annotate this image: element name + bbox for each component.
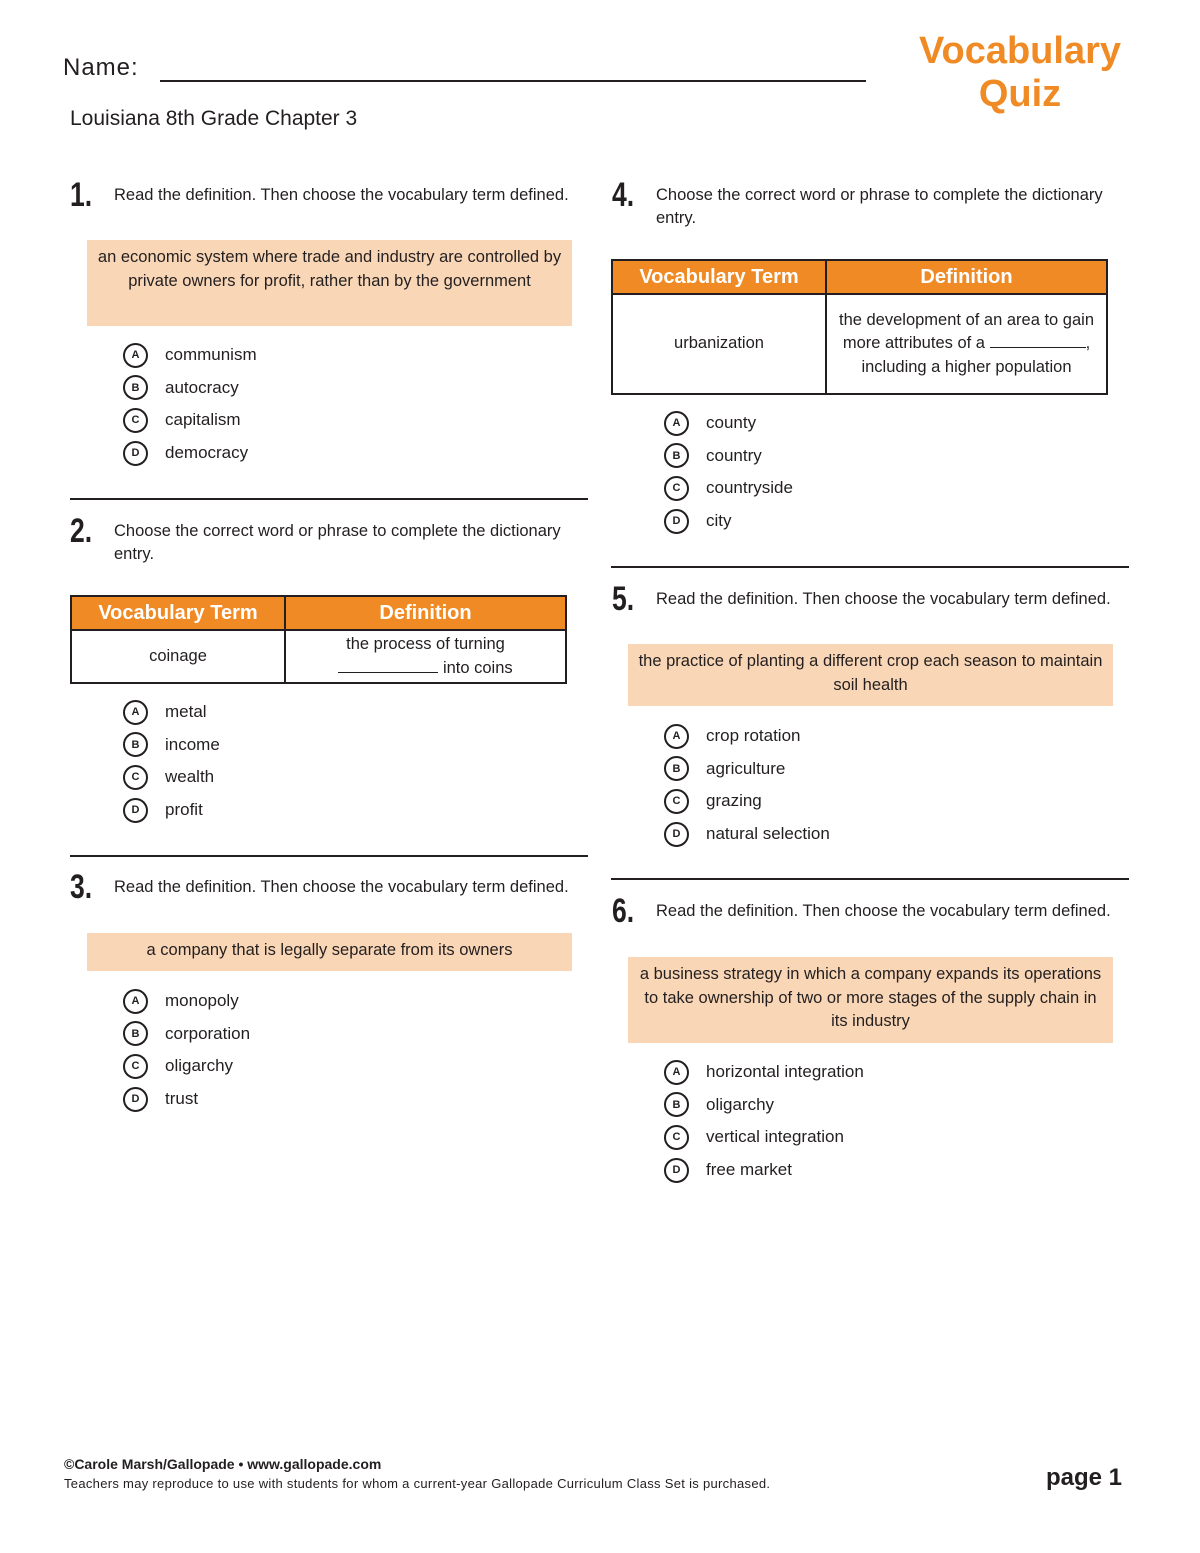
option-label: wealth bbox=[165, 767, 215, 787]
name-label: Name: bbox=[63, 54, 139, 81]
question-prompt: Read the definition. Then choose the vocabulary term defined. bbox=[114, 878, 569, 896]
table-term: coinage bbox=[71, 630, 285, 683]
dictionary-table bbox=[611, 259, 1108, 395]
option-c[interactable] bbox=[664, 1121, 864, 1154]
option-c-circle-icon[interactable]: C bbox=[664, 1125, 689, 1150]
option-label: metal bbox=[165, 702, 207, 722]
answer-options bbox=[123, 985, 250, 1115]
column-header-term: Vocabulary Term bbox=[612, 260, 826, 294]
option-c[interactable] bbox=[123, 1050, 250, 1083]
option-c[interactable] bbox=[664, 472, 793, 505]
option-d[interactable] bbox=[664, 505, 793, 538]
option-b[interactable] bbox=[123, 372, 257, 405]
answer-options bbox=[123, 339, 257, 469]
table-term: urbanization bbox=[612, 294, 826, 394]
option-b[interactable] bbox=[664, 440, 793, 473]
option-c[interactable] bbox=[123, 761, 220, 794]
option-a-circle-icon[interactable]: A bbox=[664, 411, 689, 436]
answer-options bbox=[664, 1056, 864, 1186]
option-d-circle-icon[interactable]: D bbox=[123, 1087, 148, 1112]
definition-text-after: , including a higher population bbox=[861, 334, 1091, 376]
fill-in-blank bbox=[990, 333, 1086, 348]
option-a[interactable] bbox=[123, 339, 257, 372]
option-c-circle-icon[interactable]: C bbox=[123, 765, 148, 790]
quiz-title bbox=[900, 30, 1140, 116]
divider bbox=[611, 878, 1129, 880]
column-header-term: Vocabulary Term bbox=[71, 596, 285, 630]
option-a[interactable] bbox=[664, 407, 793, 440]
question-number: 4. bbox=[612, 176, 635, 214]
footer-note: Teachers may reproduce to use with students for whom a current-year Gallopade Curriculum Class Set is purchased. bbox=[64, 1476, 771, 1491]
option-c-circle-icon[interactable]: C bbox=[123, 408, 148, 433]
option-label: crop rotation bbox=[706, 726, 801, 746]
option-b-circle-icon[interactable]: B bbox=[123, 375, 148, 400]
option-b[interactable] bbox=[664, 1089, 864, 1122]
page-number: page 1 bbox=[1046, 1464, 1123, 1491]
option-a-circle-icon[interactable]: A bbox=[664, 1060, 689, 1085]
option-label: corporation bbox=[165, 1023, 251, 1043]
option-a[interactable] bbox=[123, 985, 250, 1018]
question-prompt: Choose the correct word or phrase to complete the dictionary entry. bbox=[656, 186, 1103, 227]
option-b[interactable] bbox=[664, 753, 830, 786]
option-label: agriculture bbox=[706, 758, 786, 778]
quiz-title-line1: Vocabulary bbox=[918, 30, 1122, 72]
definition-box: a company that is legally separate from its owners bbox=[87, 933, 572, 971]
option-label: oligarchy bbox=[165, 1056, 234, 1076]
option-b-circle-icon[interactable]: B bbox=[123, 1021, 148, 1046]
option-label: countryside bbox=[706, 478, 793, 498]
definition-box: an economic system where trade and industry are controlled by private owners for profit, rather than by the government bbox=[87, 240, 572, 326]
question-number: 6. bbox=[612, 892, 635, 930]
fill-in-blank bbox=[338, 658, 438, 673]
option-c[interactable] bbox=[664, 785, 830, 818]
definition-text-after: into coins bbox=[442, 658, 513, 677]
option-label: trust bbox=[165, 1089, 199, 1109]
divider bbox=[70, 855, 588, 857]
option-b-circle-icon[interactable]: B bbox=[123, 732, 148, 757]
question-number: 2. bbox=[70, 512, 93, 550]
divider bbox=[70, 498, 588, 500]
option-label: income bbox=[165, 734, 220, 754]
answer-options bbox=[664, 720, 830, 850]
option-d-circle-icon[interactable]: D bbox=[664, 509, 689, 534]
question-number: 5. bbox=[612, 580, 635, 618]
option-a-circle-icon[interactable]: A bbox=[664, 724, 689, 749]
option-label: county bbox=[706, 413, 757, 433]
option-label: oligarchy bbox=[706, 1094, 775, 1114]
option-label: monopoly bbox=[165, 991, 239, 1011]
definition-text-before: the process of turning bbox=[346, 635, 505, 653]
option-b-circle-icon[interactable]: B bbox=[664, 1092, 689, 1117]
option-label: profit bbox=[165, 800, 203, 820]
option-b-circle-icon[interactable]: B bbox=[664, 443, 689, 468]
question-prompt: Read the definition. Then choose the vocabulary term defined. bbox=[114, 186, 569, 204]
definition-text-before: the development of an area to gain more attributes of a bbox=[838, 310, 1095, 353]
option-label: horizontal integration bbox=[706, 1062, 864, 1082]
option-a[interactable] bbox=[664, 1056, 864, 1089]
name-line bbox=[160, 80, 866, 82]
option-a[interactable] bbox=[664, 720, 830, 753]
option-c-circle-icon[interactable]: C bbox=[664, 476, 689, 501]
option-label: grazing bbox=[706, 791, 762, 811]
option-label: capitalism bbox=[165, 410, 241, 430]
question-prompt: Read the definition. Then choose the vocabulary term defined. bbox=[656, 590, 1111, 608]
answer-options bbox=[123, 696, 220, 826]
option-b-circle-icon[interactable]: B bbox=[664, 756, 689, 781]
question-number: 3. bbox=[70, 868, 93, 906]
question-prompt: Choose the correct word or phrase to complete the dictionary entry. bbox=[114, 522, 561, 563]
column-header-definition: Definition bbox=[285, 596, 566, 630]
option-d-circle-icon[interactable]: D bbox=[664, 1158, 689, 1183]
dictionary-table bbox=[70, 595, 567, 684]
column-header-definition: Definition bbox=[826, 260, 1107, 294]
option-b[interactable] bbox=[123, 1018, 250, 1051]
option-d-circle-icon[interactable]: D bbox=[123, 798, 148, 823]
option-a[interactable] bbox=[123, 696, 220, 729]
option-c[interactable] bbox=[123, 404, 257, 437]
option-d-circle-icon[interactable]: D bbox=[664, 822, 689, 847]
option-label: natural selection bbox=[706, 824, 830, 844]
option-d[interactable] bbox=[123, 437, 257, 470]
option-d[interactable] bbox=[123, 1083, 250, 1116]
option-label: autocracy bbox=[165, 377, 239, 397]
table-definition bbox=[826, 294, 1107, 394]
option-d[interactable] bbox=[664, 818, 830, 851]
question-prompt: Read the definition. Then choose the vocabulary term defined. bbox=[656, 902, 1111, 920]
definition-box: a business strategy in which a company expands its operations to take ownership of two or more stages of the supply chain in its industry bbox=[628, 957, 1113, 1043]
answer-options bbox=[664, 407, 793, 537]
option-label: vertical integration bbox=[706, 1127, 844, 1147]
option-a-circle-icon[interactable]: A bbox=[123, 700, 148, 725]
divider bbox=[611, 566, 1129, 568]
definition-box: the practice of planting a different crop each season to maintain soil health bbox=[628, 644, 1113, 706]
option-label: country bbox=[706, 445, 762, 465]
option-d[interactable] bbox=[123, 794, 220, 827]
option-b[interactable] bbox=[123, 729, 220, 762]
option-label: city bbox=[706, 511, 732, 531]
option-label: communism bbox=[165, 345, 257, 365]
option-d-circle-icon[interactable]: D bbox=[123, 441, 148, 466]
option-a-circle-icon[interactable]: A bbox=[123, 989, 148, 1014]
option-a-circle-icon[interactable]: A bbox=[123, 343, 148, 368]
quiz-title-line2: Quiz bbox=[978, 73, 1062, 115]
option-c-circle-icon[interactable]: C bbox=[123, 1054, 148, 1079]
table-definition bbox=[285, 630, 566, 683]
option-c-circle-icon[interactable]: C bbox=[664, 789, 689, 814]
question-number: 1. bbox=[70, 176, 93, 214]
page-subtitle: Louisiana 8th Grade Chapter 3 bbox=[70, 107, 358, 130]
footer-copyright: ©Carole Marsh/Gallopade • www.gallopade.com bbox=[64, 1456, 382, 1472]
option-label: democracy bbox=[165, 443, 249, 463]
option-label: free market bbox=[706, 1160, 792, 1180]
option-d[interactable] bbox=[664, 1154, 864, 1187]
